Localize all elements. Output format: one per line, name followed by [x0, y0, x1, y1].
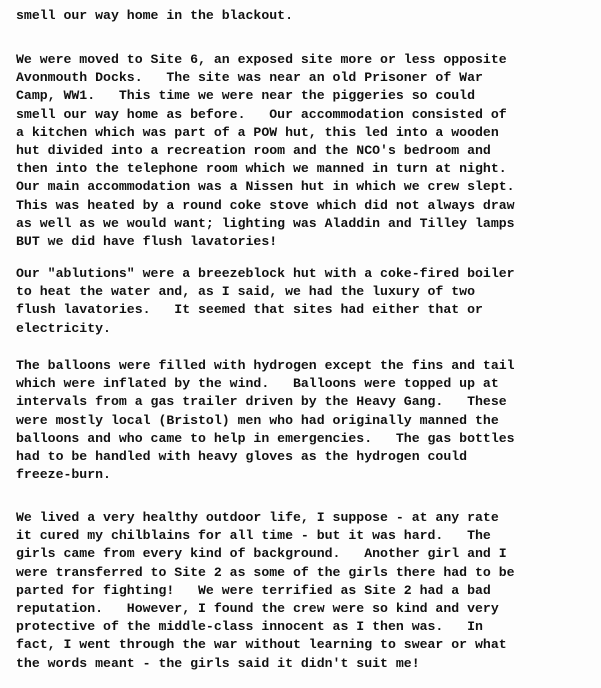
- paragraph-blackout: [16, 7, 586, 25]
- text-line: electricity.: [16, 320, 111, 336]
- text-line: freeze-burn.: [16, 467, 111, 483]
- text-line: Our "ablutions" were a breezeblock hut with a coke-fired boiler: [16, 266, 515, 281]
- paragraph-site-6: [16, 51, 586, 251]
- text-line: intervals from a gas trailer driven by the Heavy Gang. These: [16, 394, 507, 410]
- text-line: it cured my chilblains for all time - but it was hard. The: [16, 528, 491, 544]
- text-line: We lived a very healthy outdoor life, I suppose - at any rate: [16, 510, 499, 525]
- text-line: Camp, WW1. This time we were near the piggeries so could: [16, 88, 475, 104]
- paragraph-ablutions: [16, 265, 586, 338]
- text-line: as well as we would want; lighting was Aladdin and Tilley lamps: [16, 215, 515, 231]
- text-line: balloons and who came to help in emergencies. The gas bottles: [16, 430, 515, 446]
- text-line: were transferred to Site 2 as some of the girls there had to be: [16, 564, 515, 580]
- paragraph-outdoor-life: [16, 509, 586, 673]
- text-line: flush lavatories. It seemed that sites had either that or: [16, 302, 483, 318]
- paragraph-balloons: [16, 357, 586, 484]
- text-line: then into the telephone room which we manned in turn at night.: [16, 161, 507, 177]
- text-line: a kitchen which was part of a POW hut, this led into a wooden: [16, 124, 499, 140]
- text-line: smell our way home in the blackout.: [16, 8, 293, 23]
- text-line: smell our way home as before. Our accommodation consisted of: [16, 106, 507, 122]
- text-line: fact, I went through the war without learning to swear or what: [16, 637, 507, 653]
- text-line: This was heated by a round coke stove which did not always draw: [16, 197, 515, 213]
- text-line: were mostly local (Bristol) men who had originally manned the: [16, 412, 499, 428]
- text-line: hut divided into a recreation room and the NCO's bedroom and: [16, 143, 491, 159]
- text-line: Our main accommodation was a Nissen hut in which we crew slept.: [16, 179, 515, 195]
- text-line: the words meant - the girls said it didn't suit me!: [16, 655, 420, 671]
- text-line: which were inflated by the wind. Balloons were topped up at: [16, 376, 499, 392]
- text-line: girls came from every kind of background. Another girl and I: [16, 546, 507, 562]
- text-line: parted for fighting! We were terrified as Site 2 had a bad: [16, 582, 491, 598]
- text-line: BUT we did have flush lavatories!: [16, 234, 278, 250]
- text-line: The balloons were filled with hydrogen except the fins and tail: [16, 358, 515, 373]
- text-line: We were moved to Site 6, an exposed site more or less opposite: [16, 52, 507, 67]
- text-line: reputation. However, I found the crew were so kind and very: [16, 601, 499, 617]
- text-line: to heat the water and, as I said, we had the luxury of two: [16, 284, 475, 300]
- text-line: Avonmouth Docks. The site was near an old Prisoner of War: [16, 70, 483, 86]
- text-line: had to be handled with heavy gloves as the hydrogen could: [16, 449, 468, 465]
- text-line: protective of the middle-class innocent as I then was. In: [16, 619, 483, 635]
